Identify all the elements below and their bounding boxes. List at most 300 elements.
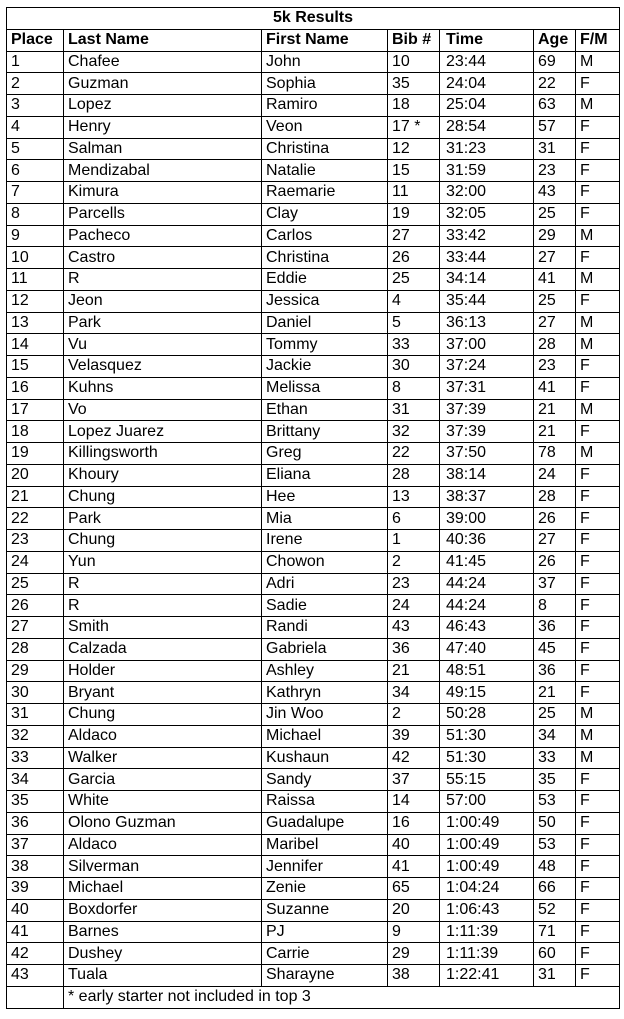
bib-cell: 24: [388, 595, 440, 617]
last-name-cell: Walker: [64, 747, 262, 769]
first-name-cell: Jin Woo: [262, 704, 388, 726]
table-row: [7, 312, 620, 334]
time-cell: 24:04: [440, 73, 534, 95]
gender-cell: F: [576, 116, 620, 138]
last-name-cell: Henry: [64, 116, 262, 138]
bib-cell: 10: [388, 51, 440, 73]
first-name-cell: Mia: [262, 508, 388, 530]
age-cell: 21: [534, 399, 576, 421]
bib-cell: 30: [388, 356, 440, 378]
gender-cell: F: [576, 595, 620, 617]
last-name-cell: Khoury: [64, 464, 262, 486]
place-cell: 26: [7, 595, 64, 617]
place-cell: 32: [7, 725, 64, 747]
age-cell: 36: [534, 617, 576, 639]
first-name-cell: Ashley: [262, 660, 388, 682]
table-row: [7, 943, 620, 965]
last-name-cell: Chafee: [64, 51, 262, 73]
gender-cell: M: [576, 443, 620, 465]
first-name-cell: Greg: [262, 443, 388, 465]
place-cell: 37: [7, 834, 64, 856]
bib-cell: 11: [388, 182, 440, 204]
age-cell: 66: [534, 878, 576, 900]
last-name-cell: Vo: [64, 399, 262, 421]
bib-cell: 14: [388, 791, 440, 813]
time-cell: 37:39: [440, 399, 534, 421]
title-row: [7, 8, 620, 30]
age-cell: 25: [534, 704, 576, 726]
gender-cell: F: [576, 247, 620, 269]
bib-cell: 5: [388, 312, 440, 334]
age-cell: 41: [534, 377, 576, 399]
table-row: [7, 508, 620, 530]
table-foot: [7, 986, 620, 1008]
place-cell: 27: [7, 617, 64, 639]
first-name-cell: Irene: [262, 530, 388, 552]
results-table: [6, 7, 620, 1009]
place-cell: 24: [7, 551, 64, 573]
place-cell: 33: [7, 747, 64, 769]
place-cell: 43: [7, 965, 64, 987]
place-cell: 23: [7, 530, 64, 552]
gender-cell: F: [576, 551, 620, 573]
age-cell: 25: [534, 290, 576, 312]
bib-cell: 42: [388, 747, 440, 769]
first-name-cell: Hee: [262, 486, 388, 508]
time-cell: 37:50: [440, 443, 534, 465]
header-age: Age: [534, 29, 576, 51]
table-row: [7, 704, 620, 726]
time-cell: 1:06:43: [440, 899, 534, 921]
time-cell: 1:04:24: [440, 878, 534, 900]
last-name-cell: Kuhns: [64, 377, 262, 399]
last-name-cell: Pacheco: [64, 225, 262, 247]
time-cell: 1:00:49: [440, 812, 534, 834]
table-row: [7, 921, 620, 943]
bib-cell: 15: [388, 160, 440, 182]
place-cell: 13: [7, 312, 64, 334]
first-name-cell: Sophia: [262, 73, 388, 95]
place-cell: 14: [7, 334, 64, 356]
bib-cell: 26: [388, 247, 440, 269]
table-row: [7, 856, 620, 878]
first-name-cell: Carlos: [262, 225, 388, 247]
bib-cell: 21: [388, 660, 440, 682]
gender-cell: M: [576, 704, 620, 726]
gender-cell: M: [576, 725, 620, 747]
last-name-cell: White: [64, 791, 262, 813]
last-name-cell: R: [64, 269, 262, 291]
bib-cell: 20: [388, 899, 440, 921]
table-row: [7, 203, 620, 225]
gender-cell: F: [576, 965, 620, 987]
time-cell: 51:30: [440, 725, 534, 747]
last-name-cell: Holder: [64, 660, 262, 682]
age-cell: 53: [534, 834, 576, 856]
age-cell: 27: [534, 312, 576, 334]
table-title: 5k Results: [7, 8, 620, 30]
last-name-cell: Chung: [64, 530, 262, 552]
place-cell: 21: [7, 486, 64, 508]
table-row: [7, 334, 620, 356]
last-name-cell: Garcia: [64, 769, 262, 791]
first-name-cell: Carrie: [262, 943, 388, 965]
first-name-cell: Zenie: [262, 878, 388, 900]
last-name-cell: Aldaco: [64, 834, 262, 856]
place-cell: 31: [7, 704, 64, 726]
header-gender: F/M: [576, 29, 620, 51]
place-cell: 40: [7, 899, 64, 921]
bib-cell: 27: [388, 225, 440, 247]
time-cell: 32:05: [440, 203, 534, 225]
age-cell: 24: [534, 464, 576, 486]
first-name-cell: Ethan: [262, 399, 388, 421]
bib-cell: 1: [388, 530, 440, 552]
time-cell: 31:59: [440, 160, 534, 182]
time-cell: 1:00:49: [440, 834, 534, 856]
bib-cell: 65: [388, 878, 440, 900]
first-name-cell: Sandy: [262, 769, 388, 791]
first-name-cell: Michael: [262, 725, 388, 747]
place-cell: 17: [7, 399, 64, 421]
last-name-cell: Olono Guzman: [64, 812, 262, 834]
time-cell: 51:30: [440, 747, 534, 769]
place-cell: 16: [7, 377, 64, 399]
gender-cell: F: [576, 356, 620, 378]
gender-cell: F: [576, 421, 620, 443]
time-cell: 49:15: [440, 682, 534, 704]
age-cell: 29: [534, 225, 576, 247]
place-cell: 3: [7, 95, 64, 117]
table-row: [7, 595, 620, 617]
first-name-cell: Daniel: [262, 312, 388, 334]
first-name-cell: Gabriela: [262, 638, 388, 660]
bib-cell: 2: [388, 551, 440, 573]
bib-cell: 40: [388, 834, 440, 856]
first-name-cell: Sadie: [262, 595, 388, 617]
age-cell: 28: [534, 334, 576, 356]
first-name-cell: Kushaun: [262, 747, 388, 769]
first-name-cell: Suzanne: [262, 899, 388, 921]
last-name-cell: Chung: [64, 486, 262, 508]
place-cell: 29: [7, 660, 64, 682]
bib-cell: 43: [388, 617, 440, 639]
first-name-cell: Raemarie: [262, 182, 388, 204]
bib-cell: 16: [388, 812, 440, 834]
place-cell: 18: [7, 421, 64, 443]
time-cell: 57:00: [440, 791, 534, 813]
place-cell: 15: [7, 356, 64, 378]
age-cell: 26: [534, 508, 576, 530]
first-name-cell: Jennifer: [262, 856, 388, 878]
last-name-cell: Parcells: [64, 203, 262, 225]
age-cell: 45: [534, 638, 576, 660]
age-cell: 37: [534, 573, 576, 595]
first-name-cell: Jackie: [262, 356, 388, 378]
gender-cell: F: [576, 73, 620, 95]
table-row: [7, 95, 620, 117]
header-time: Time: [440, 29, 534, 51]
table-row: [7, 443, 620, 465]
bib-cell: 32: [388, 421, 440, 443]
time-cell: 38:37: [440, 486, 534, 508]
last-name-cell: Mendizabal: [64, 160, 262, 182]
gender-cell: M: [576, 747, 620, 769]
gender-cell: F: [576, 508, 620, 530]
footnote-row: [7, 986, 620, 1008]
place-cell: 28: [7, 638, 64, 660]
age-cell: 8: [534, 595, 576, 617]
age-cell: 69: [534, 51, 576, 73]
table-row: [7, 965, 620, 987]
place-cell: 9: [7, 225, 64, 247]
time-cell: 33:44: [440, 247, 534, 269]
bib-cell: 34: [388, 682, 440, 704]
last-name-cell: Guzman: [64, 73, 262, 95]
first-name-cell: Maribel: [262, 834, 388, 856]
last-name-cell: Castro: [64, 247, 262, 269]
gender-cell: F: [576, 617, 620, 639]
gender-cell: F: [576, 878, 620, 900]
age-cell: 31: [534, 138, 576, 160]
first-name-cell: Chowon: [262, 551, 388, 573]
age-cell: 27: [534, 247, 576, 269]
header-row: [7, 29, 620, 51]
last-name-cell: Boxdorfer: [64, 899, 262, 921]
first-name-cell: Melissa: [262, 377, 388, 399]
bib-cell: 25: [388, 269, 440, 291]
gender-cell: M: [576, 95, 620, 117]
gender-cell: F: [576, 464, 620, 486]
first-name-cell: Christina: [262, 247, 388, 269]
time-cell: 23:44: [440, 51, 534, 73]
last-name-cell: Vu: [64, 334, 262, 356]
last-name-cell: Lopez Juarez: [64, 421, 262, 443]
table-row: [7, 812, 620, 834]
age-cell: 52: [534, 899, 576, 921]
age-cell: 34: [534, 725, 576, 747]
table-row: [7, 421, 620, 443]
place-cell: 5: [7, 138, 64, 160]
place-cell: 7: [7, 182, 64, 204]
age-cell: 63: [534, 95, 576, 117]
gender-cell: F: [576, 377, 620, 399]
gender-cell: F: [576, 899, 620, 921]
table-row: [7, 747, 620, 769]
bib-cell: 22: [388, 443, 440, 465]
age-cell: 25: [534, 203, 576, 225]
place-cell: 8: [7, 203, 64, 225]
last-name-cell: Yun: [64, 551, 262, 573]
last-name-cell: Aldaco: [64, 725, 262, 747]
place-cell: 2: [7, 73, 64, 95]
table-row: [7, 290, 620, 312]
last-name-cell: Michael: [64, 878, 262, 900]
gender-cell: F: [576, 921, 620, 943]
first-name-cell: PJ: [262, 921, 388, 943]
time-cell: 28:54: [440, 116, 534, 138]
place-cell: 39: [7, 878, 64, 900]
first-name-cell: Sharayne: [262, 965, 388, 987]
table-row: [7, 182, 620, 204]
bib-cell: 37: [388, 769, 440, 791]
gender-cell: F: [576, 769, 620, 791]
place-cell: 41: [7, 921, 64, 943]
gender-cell: F: [576, 160, 620, 182]
gender-cell: F: [576, 203, 620, 225]
age-cell: 53: [534, 791, 576, 813]
first-name-cell: Jessica: [262, 290, 388, 312]
first-name-cell: Tommy: [262, 334, 388, 356]
first-name-cell: Guadalupe: [262, 812, 388, 834]
table-row: [7, 116, 620, 138]
first-name-cell: Veon: [262, 116, 388, 138]
place-cell: 42: [7, 943, 64, 965]
time-cell: 31:23: [440, 138, 534, 160]
age-cell: 48: [534, 856, 576, 878]
table-row: [7, 464, 620, 486]
place-cell: 19: [7, 443, 64, 465]
age-cell: 23: [534, 356, 576, 378]
time-cell: 44:24: [440, 595, 534, 617]
last-name-cell: Kimura: [64, 182, 262, 204]
place-cell: 10: [7, 247, 64, 269]
bib-cell: 33: [388, 334, 440, 356]
time-cell: 32:00: [440, 182, 534, 204]
age-cell: 78: [534, 443, 576, 465]
time-cell: 37:00: [440, 334, 534, 356]
last-name-cell: Bryant: [64, 682, 262, 704]
last-name-cell: Salman: [64, 138, 262, 160]
place-cell: 22: [7, 508, 64, 530]
last-name-cell: Killingsworth: [64, 443, 262, 465]
table-row: [7, 617, 620, 639]
gender-cell: F: [576, 290, 620, 312]
time-cell: 1:22:41: [440, 965, 534, 987]
table-row: [7, 682, 620, 704]
last-name-cell: Jeon: [64, 290, 262, 312]
first-name-cell: Kathryn: [262, 682, 388, 704]
age-cell: 50: [534, 812, 576, 834]
place-cell: 1: [7, 51, 64, 73]
table-row: [7, 269, 620, 291]
time-cell: 48:51: [440, 660, 534, 682]
table-row: [7, 377, 620, 399]
gender-cell: F: [576, 138, 620, 160]
bib-cell: 18: [388, 95, 440, 117]
gender-cell: F: [576, 660, 620, 682]
place-cell: 25: [7, 573, 64, 595]
age-cell: 27: [534, 530, 576, 552]
first-name-cell: Brittany: [262, 421, 388, 443]
gender-cell: F: [576, 573, 620, 595]
age-cell: 60: [534, 943, 576, 965]
last-name-cell: Chung: [64, 704, 262, 726]
table-row: [7, 899, 620, 921]
last-name-cell: Tuala: [64, 965, 262, 987]
bib-cell: 13: [388, 486, 440, 508]
footnote-spacer: [7, 986, 64, 1008]
bib-cell: 8: [388, 377, 440, 399]
time-cell: 50:28: [440, 704, 534, 726]
age-cell: 31: [534, 965, 576, 987]
bib-cell: 17 *: [388, 116, 440, 138]
age-cell: 21: [534, 682, 576, 704]
age-cell: 23: [534, 160, 576, 182]
time-cell: 37:24: [440, 356, 534, 378]
table-body: [7, 51, 620, 986]
gender-cell: F: [576, 486, 620, 508]
bib-cell: 35: [388, 73, 440, 95]
gender-cell: F: [576, 856, 620, 878]
table-row: [7, 791, 620, 813]
bib-cell: 9: [388, 921, 440, 943]
table-row: [7, 530, 620, 552]
time-cell: 38:14: [440, 464, 534, 486]
gender-cell: F: [576, 638, 620, 660]
bib-cell: 19: [388, 203, 440, 225]
header-first-name: First Name: [262, 29, 388, 51]
header-bib: Bib #: [388, 29, 440, 51]
time-cell: 41:45: [440, 551, 534, 573]
table-row: [7, 551, 620, 573]
time-cell: 39:00: [440, 508, 534, 530]
age-cell: 26: [534, 551, 576, 573]
last-name-cell: Park: [64, 508, 262, 530]
gender-cell: M: [576, 269, 620, 291]
place-cell: 6: [7, 160, 64, 182]
place-cell: 20: [7, 464, 64, 486]
bib-cell: 28: [388, 464, 440, 486]
time-cell: 33:42: [440, 225, 534, 247]
first-name-cell: Christina: [262, 138, 388, 160]
bib-cell: 31: [388, 399, 440, 421]
last-name-cell: Velasquez: [64, 356, 262, 378]
place-cell: 11: [7, 269, 64, 291]
gender-cell: F: [576, 182, 620, 204]
age-cell: 36: [534, 660, 576, 682]
place-cell: 34: [7, 769, 64, 791]
first-name-cell: Eliana: [262, 464, 388, 486]
bib-cell: 2: [388, 704, 440, 726]
age-cell: 57: [534, 116, 576, 138]
place-cell: 35: [7, 791, 64, 813]
table-row: [7, 486, 620, 508]
first-name-cell: Eddie: [262, 269, 388, 291]
last-name-cell: Calzada: [64, 638, 262, 660]
age-cell: 21: [534, 421, 576, 443]
gender-cell: F: [576, 682, 620, 704]
time-cell: 37:31: [440, 377, 534, 399]
bib-cell: 23: [388, 573, 440, 595]
time-cell: 44:24: [440, 573, 534, 595]
last-name-cell: Silverman: [64, 856, 262, 878]
table-head: [7, 8, 620, 52]
bib-cell: 41: [388, 856, 440, 878]
place-cell: 38: [7, 856, 64, 878]
time-cell: 35:44: [440, 290, 534, 312]
first-name-cell: Raissa: [262, 791, 388, 813]
header-last-name: Last Name: [64, 29, 262, 51]
age-cell: 35: [534, 769, 576, 791]
gender-cell: F: [576, 530, 620, 552]
last-name-cell: R: [64, 573, 262, 595]
footnote: * early starter not included in top 3: [64, 986, 620, 1008]
time-cell: 36:13: [440, 312, 534, 334]
age-cell: 43: [534, 182, 576, 204]
table-row: [7, 160, 620, 182]
first-name-cell: Clay: [262, 203, 388, 225]
